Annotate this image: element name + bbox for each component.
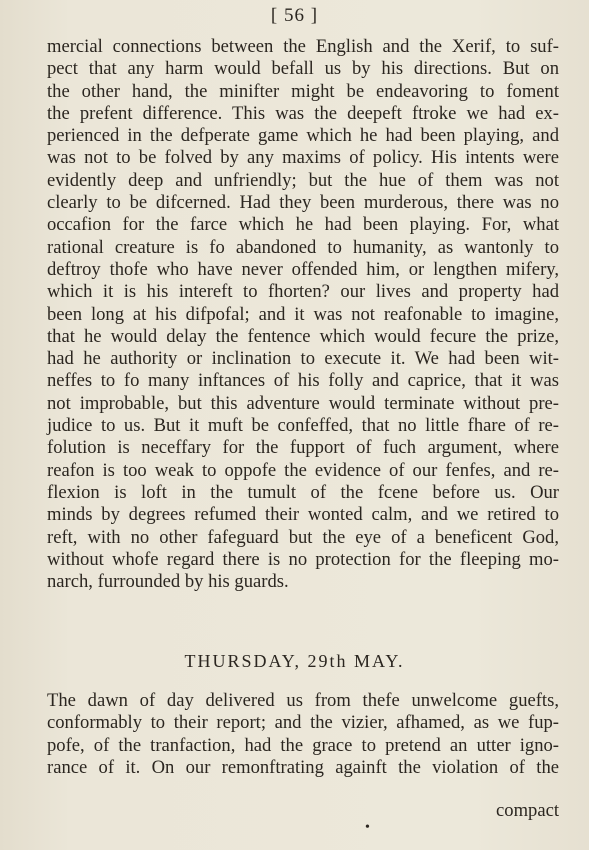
text-line: minds by degrees refumed their wonted calm, and we retired to <box>47 504 559 526</box>
text-line: reafon is too weak to oppofe the evidence of our fenfes, and re- <box>47 459 559 481</box>
text-line: evidently deep and unfriendly; but the hue of them was not <box>47 169 559 191</box>
text-line: without whofe regard there is no protection for the fleeping mo- <box>47 548 559 570</box>
text-line: rational creature is fo abandoned to humanity, as wantonly to <box>47 236 559 258</box>
text-line: been long at his difpofal; and it was not reafonable to imagine, <box>47 303 559 325</box>
signature-mark: • <box>365 820 370 835</box>
text-line: judice to us. But it muft be confeffed, that no little fhare of re- <box>47 415 559 437</box>
text-line: neffes to fo many inftances of his folly and caprice, that it was <box>47 370 559 392</box>
catchword: compact <box>496 800 559 821</box>
text-line: had he authority or inclination to execute it. We had been wit- <box>47 348 559 370</box>
text-line: deftroy thofe who have never offended him, or lengthen mifery, <box>47 258 559 280</box>
text-line: was not to be folved by any maxims of policy. His intents were <box>47 147 559 169</box>
text-line: The dawn of day delivered us from thefe unwelcome guefts, <box>47 690 559 711</box>
text-line: flexion is loft in the tumult of the fcene before us. Our <box>47 481 559 503</box>
text-line: conformably to their report; and the vizier, afhamed, as we fup- <box>47 712 559 734</box>
section-heading: THURSDAY, 29th MAY. <box>184 651 405 671</box>
text-line: which it is his intereft to fhorten? our lives and property had <box>47 281 559 303</box>
text-line: mercial connections between the English and the Xerif, to suf- <box>47 36 559 57</box>
paragraph-2 <box>47 690 559 779</box>
text-line: rance of it. On our remonftrating againft the violation of the <box>47 756 559 778</box>
text-line: not improbable, but this adventure would terminate without pre- <box>47 392 559 414</box>
page-number: [ 56 ] <box>270 5 319 26</box>
text-line: narch, furrounded by his guards. <box>47 571 289 593</box>
text-line: the other hand, the minifter might be endeavoring to foment <box>47 80 559 102</box>
text-line: folution is neceffary for the fupport of fuch argument, where <box>47 437 559 459</box>
text-line: clearly to be difcerned. Had they been murderous, there was no <box>47 192 559 214</box>
text-line: occafion for the farce which he had been playing. For, what <box>47 214 559 236</box>
text-line: that he would delay the fentence which would fecure the prize, <box>47 325 559 347</box>
text-line: pofe, of the tranfaction, had the grace to pretend an utter igno- <box>47 734 559 756</box>
text-line: pect that any harm would befall us by his directions. But on <box>47 58 559 80</box>
text-line: perienced in the defperate game which he had been playing, and <box>47 125 559 147</box>
paragraph-1 <box>47 36 559 593</box>
text-line: the prefent difference. This was the deepeft ftroke we had ex- <box>47 102 559 124</box>
text-line: reft, with no other fafeguard but the eye of a beneficent God, <box>47 526 559 548</box>
